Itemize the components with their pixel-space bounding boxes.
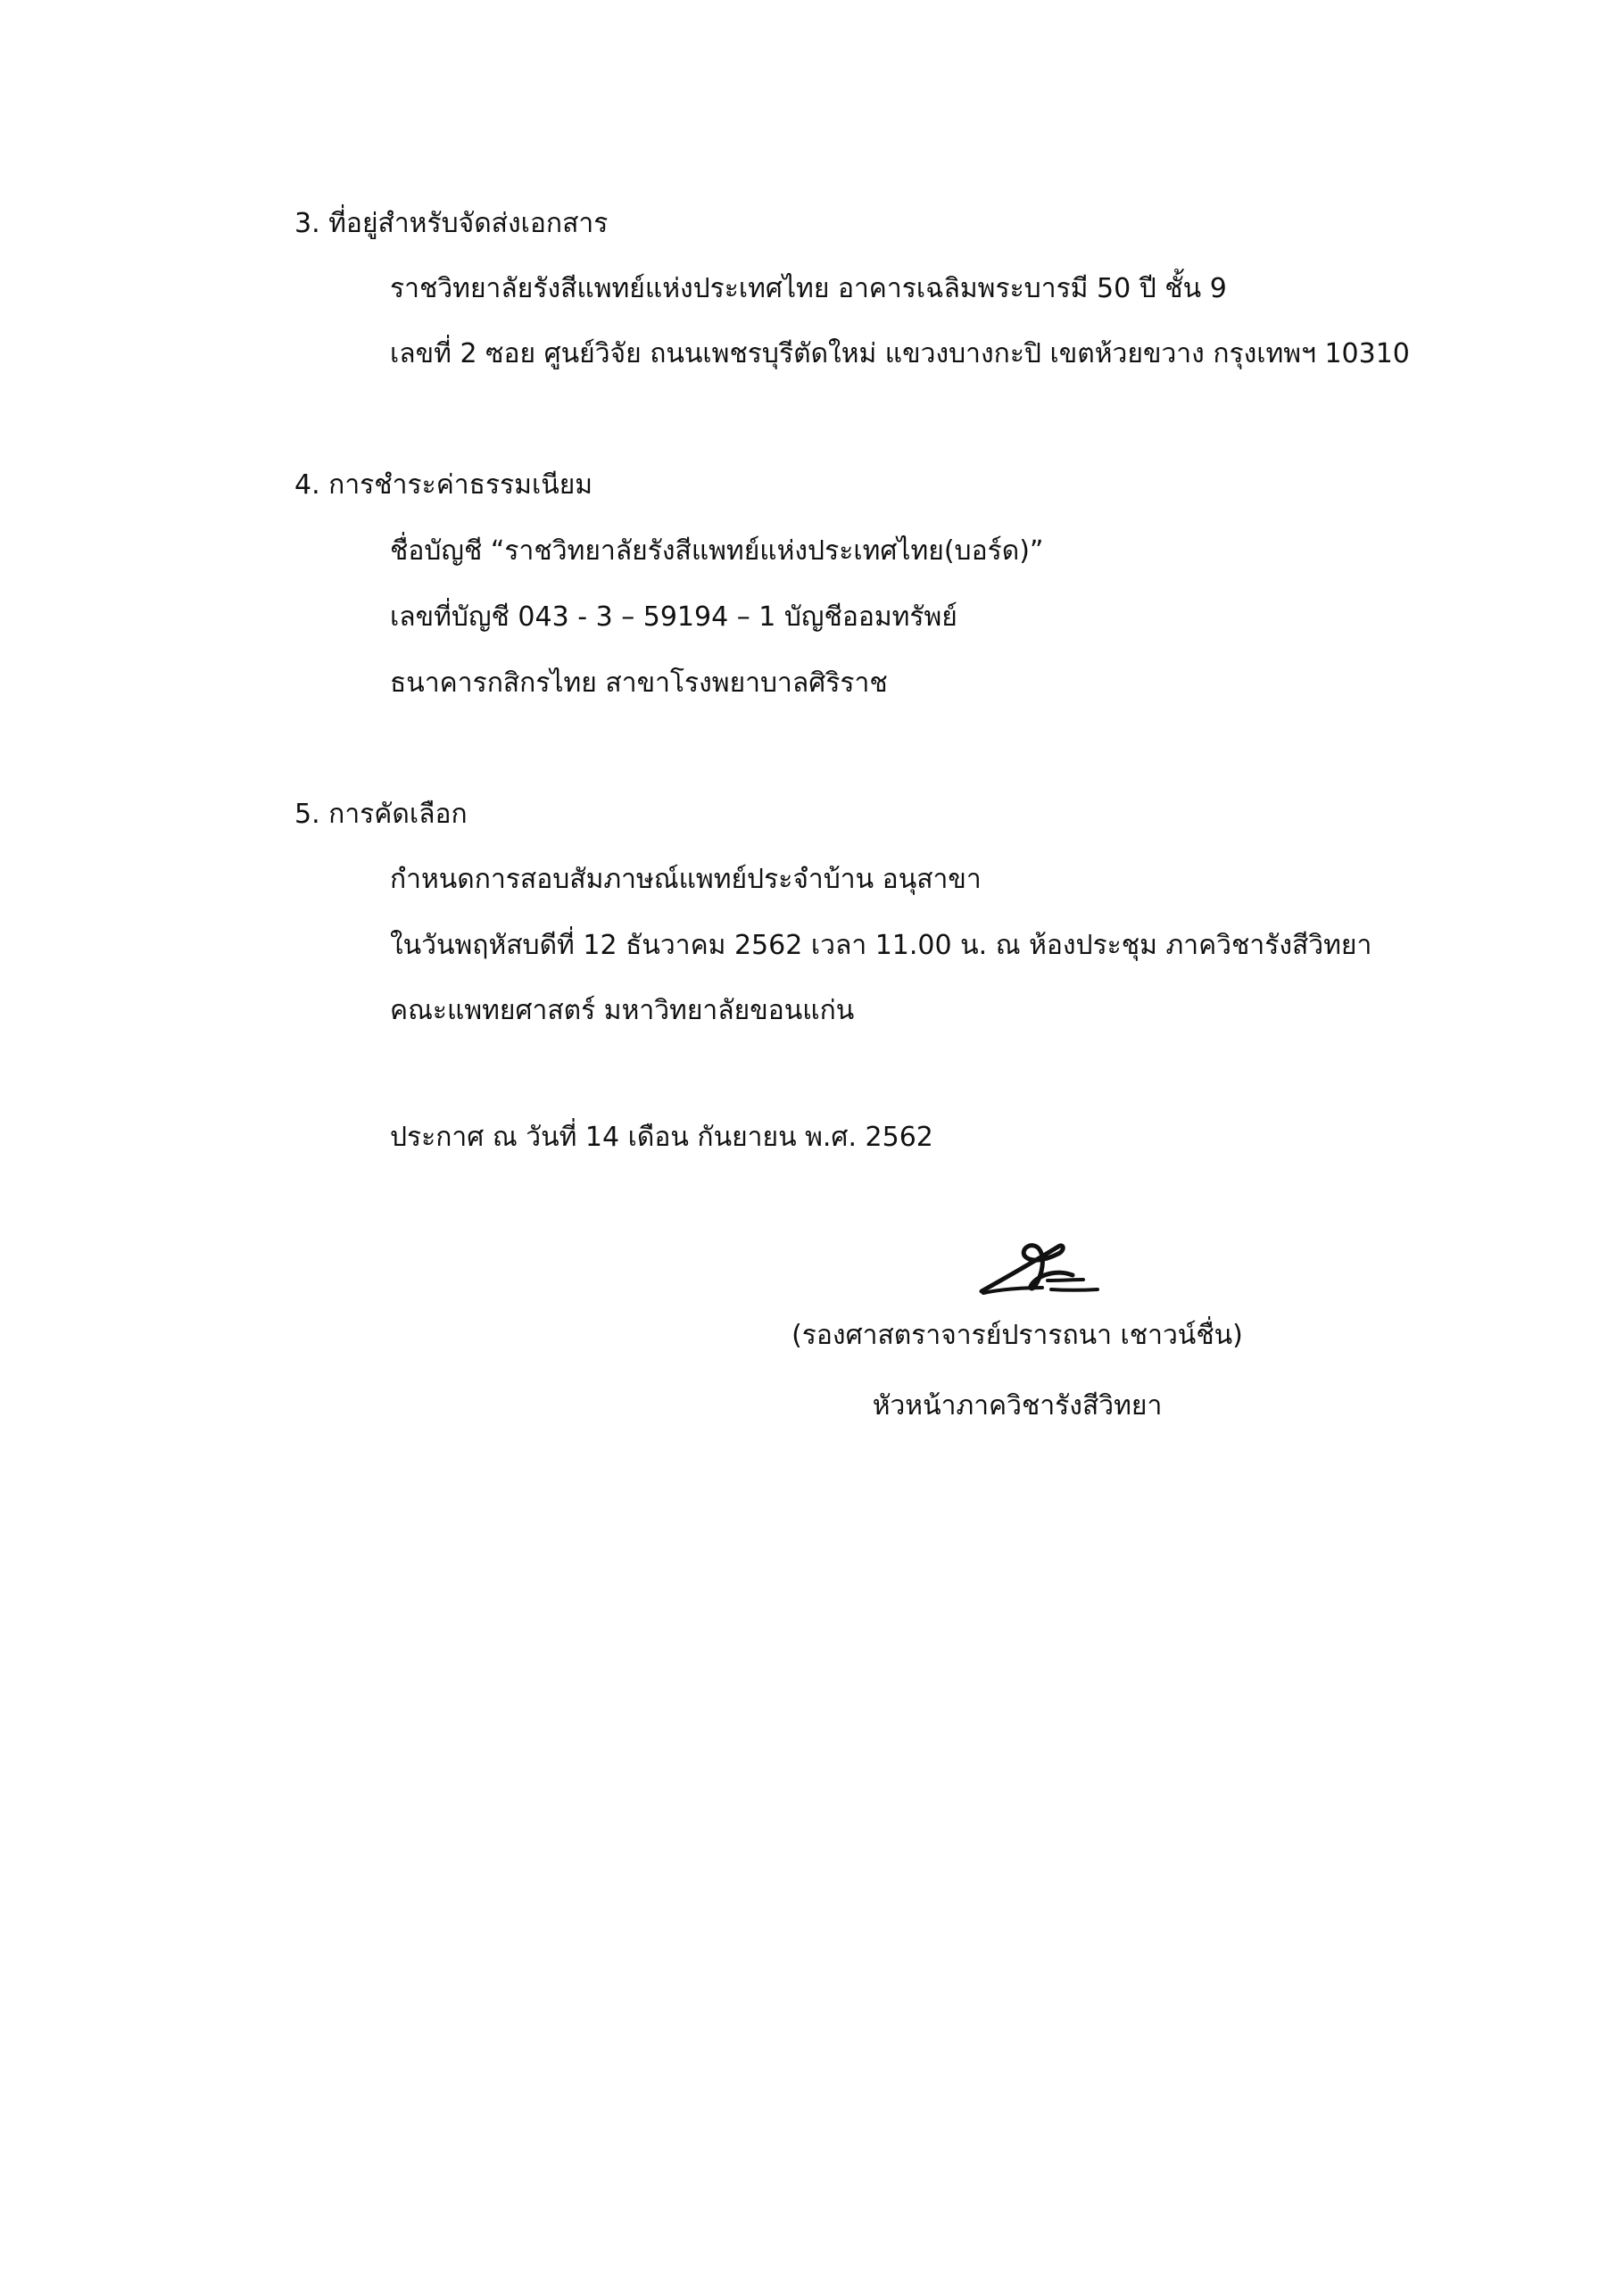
section-4-heading: 4. การชำระค่าธรรมเนียม	[294, 469, 593, 501]
section-3-line-2: เลขที่ 2 ซอย ศูนย์วิจัย ถนนเพชรบุรีตัดใหม่ แขวงบางกะปิ เขตห้วยขวาง กรุงเทพฯ 10310	[390, 338, 1410, 369]
section-5-heading: 5. การคัดเลือก	[294, 799, 468, 830]
section-5-line-2: ในวันพฤหัสบดีที่ 12 ธันวาคม 2562 เวลา 11.00 น. ณ ห้องประชุม ภาควิชารังสีวิทยา	[390, 930, 1372, 961]
section-5-line-3: คณะแพทยศาสตร์ มหาวิทยาลัยขอนแก่น	[390, 995, 855, 1026]
section-4-bank: ธนาคารกสิกรไทย สาขาโรงพยาบาลศิริราช	[390, 667, 888, 699]
section-3-heading: 3. ที่อยู่สำหรับจัดส่งเอกสาร	[294, 208, 609, 239]
section-4-account-name: ชื่อบัญชี “ราชวิทยาลัยรังสีแพทย์แห่งประเทศไทย(บอร์ด)”	[390, 535, 1044, 567]
section-4-account-number: เลขที่บัญชี 043 - 3 – 59194 – 1 บัญชีออมทรัพย์	[390, 601, 957, 633]
signatory-name: (รองศาสตราจารย์ปรารถนา เชาวน์ชื่น)	[791, 1320, 1243, 1351]
announcement-date: ประกาศ ณ วันที่ 14 เดือน กันยายน พ.ศ. 2562	[390, 1122, 933, 1153]
section-3-line-1: ราชวิทยาลัยรังสีแพทย์แห่งประเทศไทย อาคารเฉลิมพระบารมี 50 ปี ชั้น 9	[390, 273, 1227, 304]
signature-image	[973, 1236, 1106, 1307]
signatory-title: หัวหน้าภาควิชารังสีวิทยา	[872, 1390, 1163, 1422]
section-5-line-1: กำหนดการสอบสัมภาษณ์แพทย์ประจำบ้าน อนุสาขา	[390, 864, 982, 895]
